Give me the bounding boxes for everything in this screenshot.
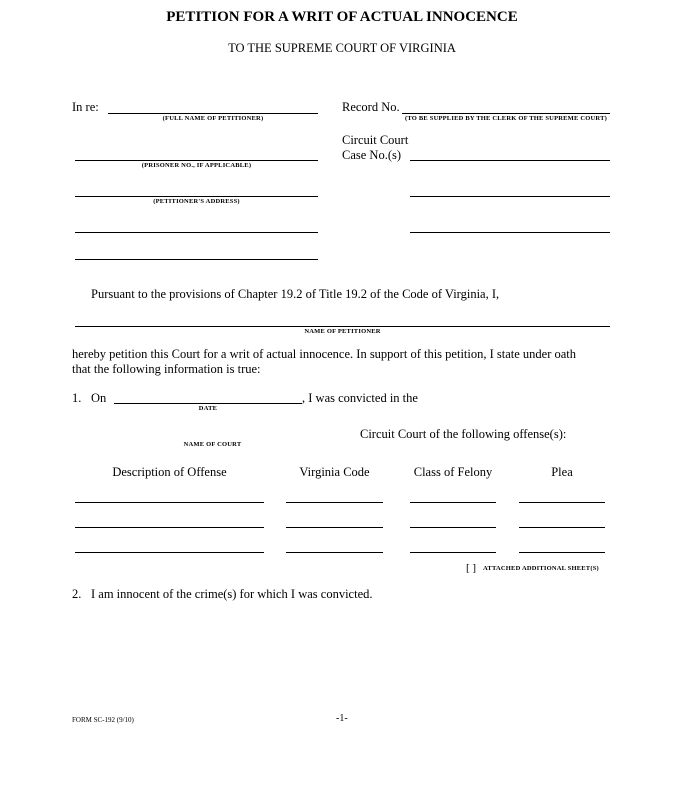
full-name-caption: (FULL NAME OF PETITIONER)	[162, 115, 264, 122]
column-header-virginia-code: Virginia Code	[299, 465, 370, 479]
petitioner-name-caption: NAME OF PETITIONER	[304, 328, 381, 335]
item-1-on-label: On	[91, 391, 107, 405]
address-line-2[interactable]	[75, 232, 318, 233]
plea-line[interactable]	[519, 502, 605, 503]
item-1-convicted-text: , I was convicted in the	[302, 391, 418, 405]
offense-description-line[interactable]	[75, 502, 264, 503]
item-2-number: 2.	[72, 587, 82, 601]
case-no-line-3[interactable]	[410, 232, 610, 233]
felony-class-line[interactable]	[410, 552, 496, 553]
virginia-code-line[interactable]	[286, 552, 383, 553]
item-2-text: I am innocent of the crime(s) for which I was convicted.	[91, 587, 373, 601]
form-number: FORM SC-192 (9/10)	[72, 716, 134, 724]
form-title: PETITION FOR A WRIT OF ACTUAL INNOCENCE	[166, 9, 518, 25]
case-no-label: Case No.(s)	[342, 148, 402, 162]
attached-sheets-label: ATTACHED ADDITIONAL SHEET(S)	[483, 565, 599, 572]
circuit-court-label: Circuit Court	[342, 133, 409, 147]
address-caption: (PETITIONER'S ADDRESS)	[153, 198, 240, 205]
full-name-line[interactable]	[108, 113, 318, 114]
case-no-line-1[interactable]	[410, 160, 610, 161]
column-header-class-of-felony: Class of Felony	[413, 465, 493, 479]
virginia-code-line[interactable]	[286, 527, 383, 528]
page-number: -1-	[336, 713, 348, 724]
offenses-text: Circuit Court of the following offense(s):	[360, 427, 567, 441]
case-no-line-2[interactable]	[410, 196, 610, 197]
date-caption: DATE	[198, 405, 218, 412]
address-line-3[interactable]	[75, 259, 318, 260]
form-subtitle: TO THE SUPREME COURT OF VIRGINIA	[228, 41, 456, 55]
virginia-code-line[interactable]	[286, 502, 383, 503]
court-name-caption: NAME OF COURT	[183, 441, 242, 448]
petitioner-name-line[interactable]	[75, 326, 610, 327]
conviction-date-line[interactable]	[114, 403, 302, 404]
attached-sheets-checkbox[interactable]: [ ]	[466, 562, 477, 574]
felony-class-line[interactable]	[410, 527, 496, 528]
plea-line[interactable]	[519, 552, 605, 553]
in-re-label: In re:	[72, 100, 99, 114]
offense-description-line[interactable]	[75, 527, 264, 528]
offense-description-line[interactable]	[75, 552, 264, 553]
item-1-number: 1.	[72, 391, 82, 405]
record-no-caption: (TO BE SUPPLIED BY THE CLERK OF THE SUPREME COURT)	[405, 115, 607, 122]
petition-statement-line-1: hereby petition this Court for a writ of actual innocence. In support of this petition, I state under oath	[72, 347, 577, 361]
prisoner-no-line[interactable]	[75, 160, 318, 161]
record-no-line[interactable]	[402, 113, 610, 114]
column-header-description: Description of Offense	[112, 465, 227, 479]
petition-statement-line-2: that the following information is true:	[72, 362, 261, 376]
prisoner-no-caption: (PRISONER NO., IF APPLICABLE)	[141, 162, 252, 169]
column-header-plea: Plea	[551, 465, 573, 479]
pursuant-text: Pursuant to the provisions of Chapter 19.2 of Title 19.2 of the Code of Virginia, I,	[91, 287, 500, 301]
address-line-1[interactable]	[75, 196, 318, 197]
felony-class-line[interactable]	[410, 502, 496, 503]
plea-line[interactable]	[519, 527, 605, 528]
record-no-label: Record No.	[342, 100, 400, 114]
